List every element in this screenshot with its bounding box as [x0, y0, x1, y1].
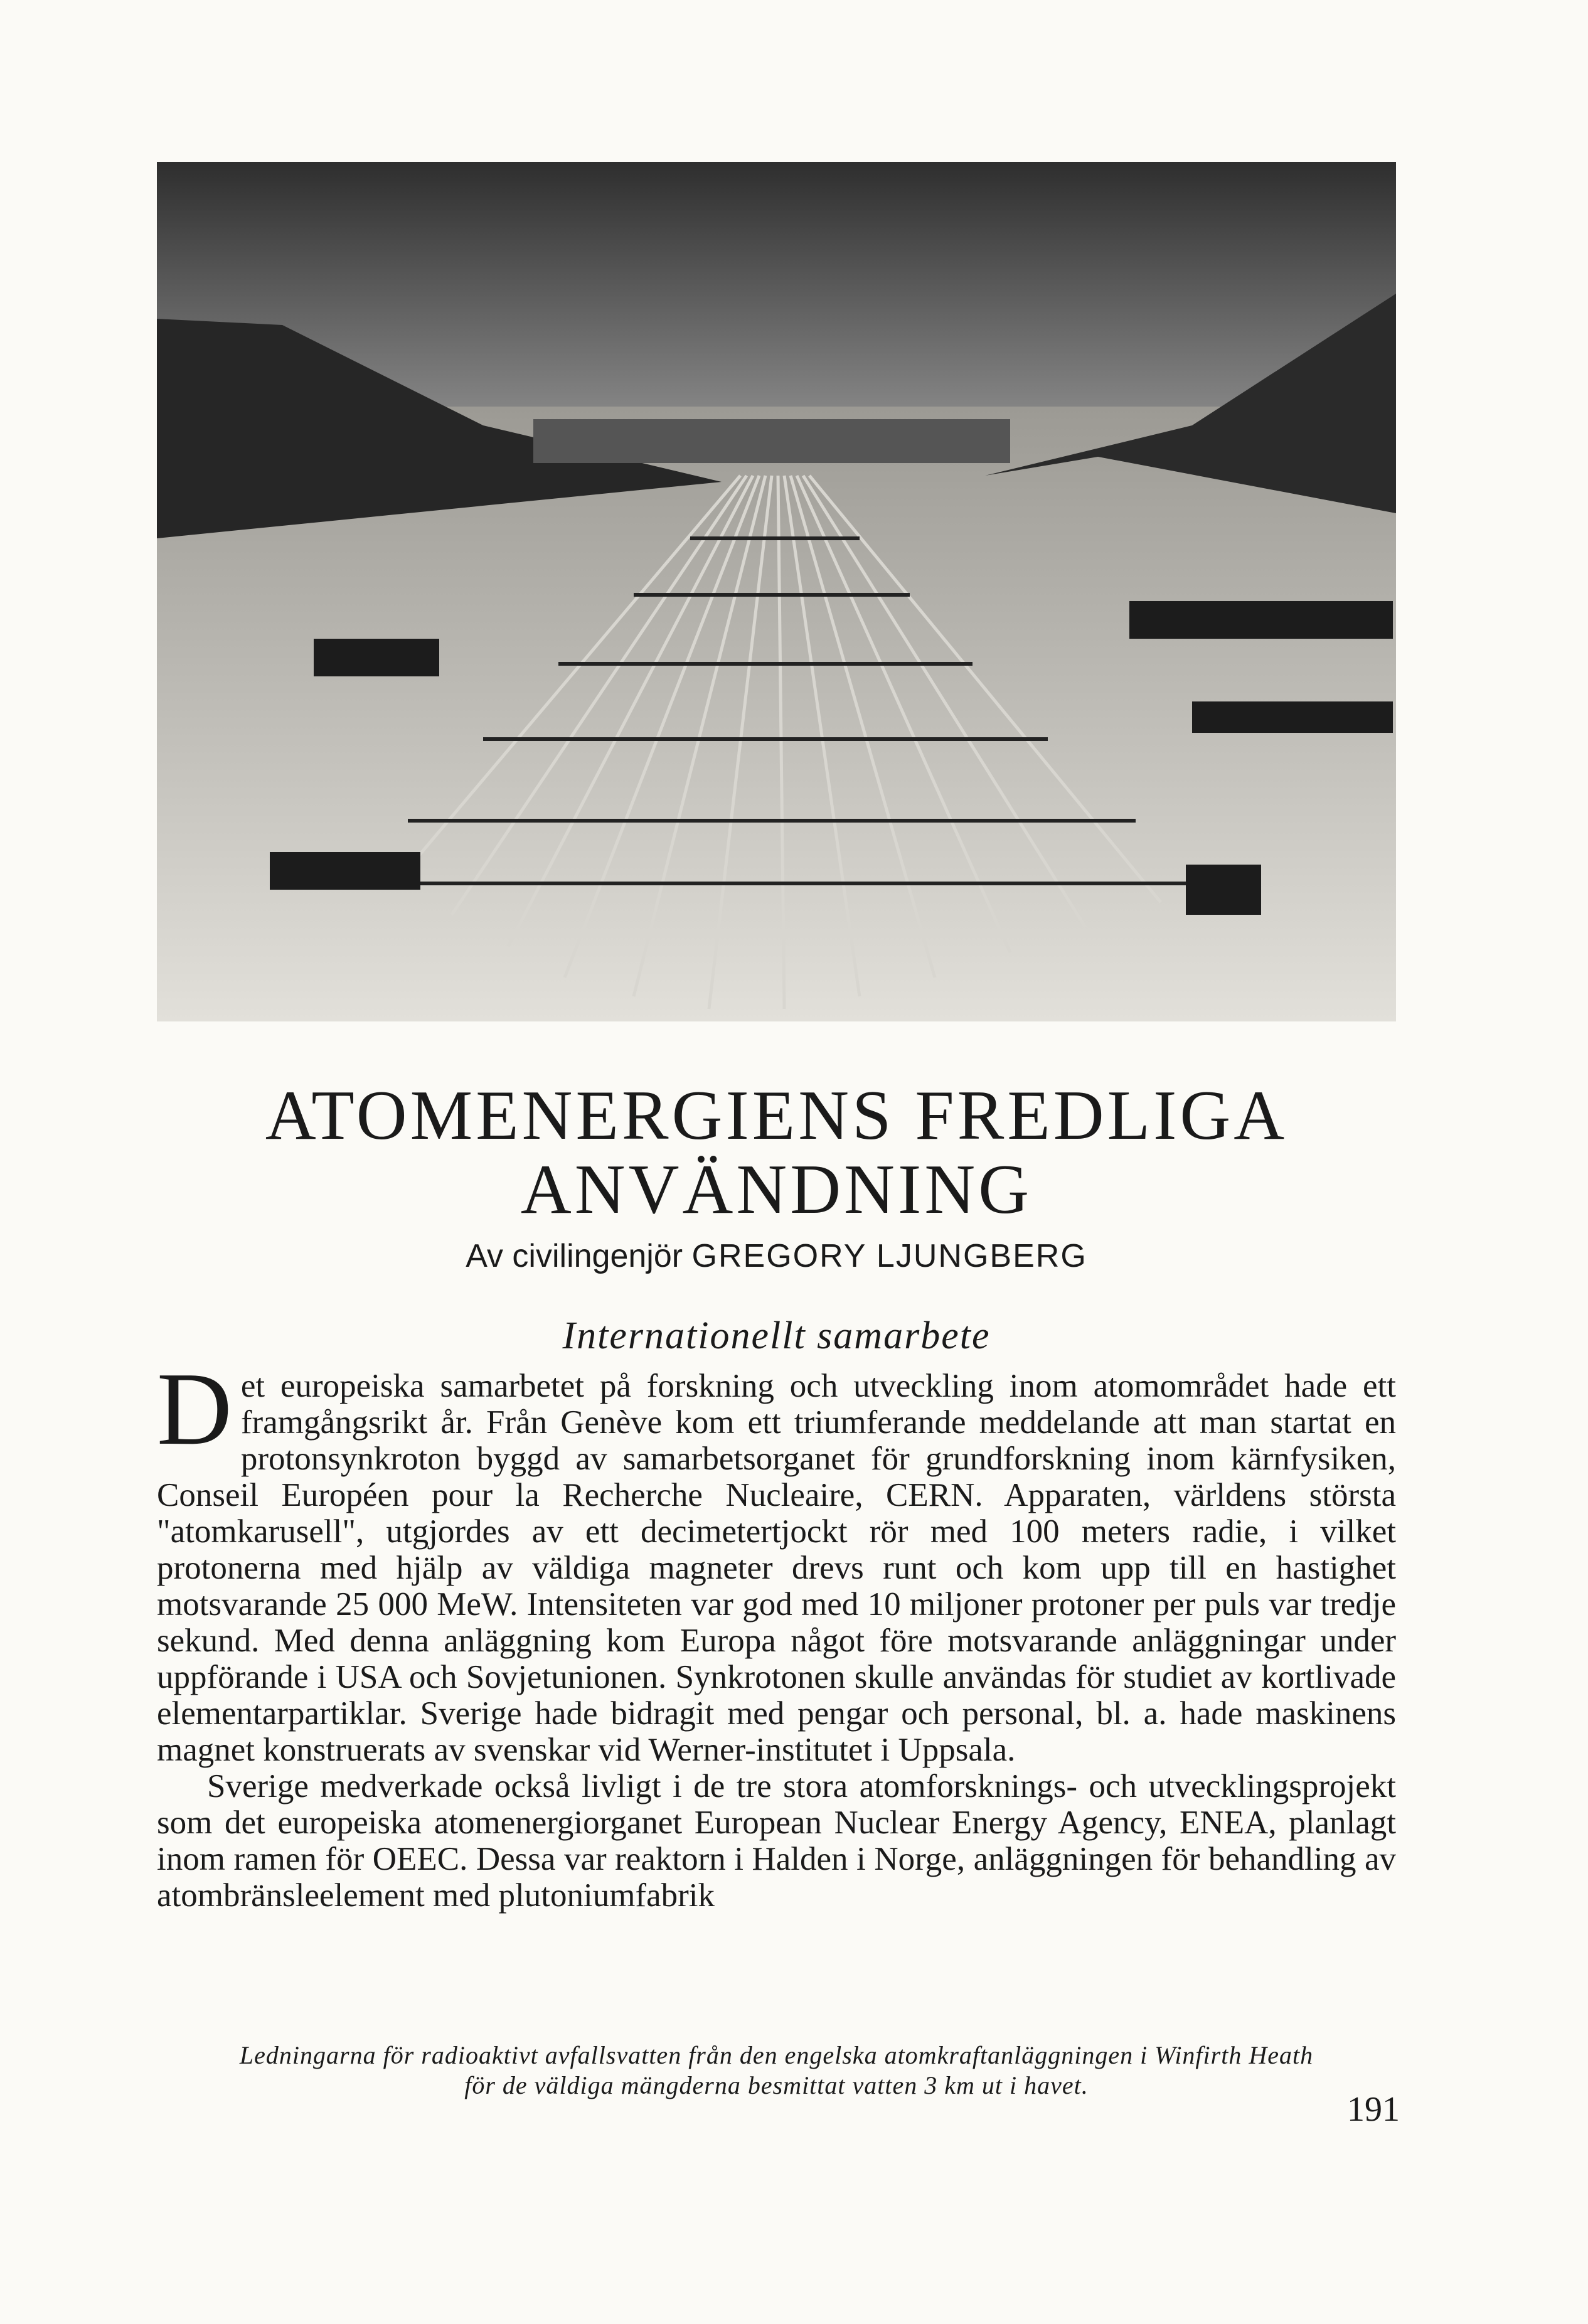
article-body [157, 1351, 1396, 1914]
paragraph-1 [157, 1351, 1396, 1768]
author-name: GREGORY LJUNGBERG [691, 1238, 1087, 1274]
caption-line2: för de väldiga mängderna besmittat vatten 3 km ut i havet. [464, 2071, 1089, 2099]
page-number: 191 [1347, 2090, 1400, 2129]
photo-caption [157, 2040, 1396, 2101]
article-title-line2: ANVÄNDNING [520, 1151, 1033, 1229]
paragraph-1-text: et europeiska samarbetet på forskning och utveckling inom atomområdet hade ett framgångsrikt år. Från Genève kom ett triumferande meddelande att man startat en protonsynkroton byggd av samarbetsorganet för grundforskning inom kärnfysiken, Conseil Européen pour la Recherche Nucleaire, CERN. Apparaten, världens största "atomkarusell", utgjordes av ett decimetertjockt rör med 100 meters radie, i vilket protonerna med hjälp av väldiga magneter drevs runt och kom upp till en hastighet motsvarande 25 000 MeW. Intensiteten var god med 10 miljoner protoner per puls var tredje sekund. Med denna anläggning kom Europa något före motsvarande anläggningar under uppförande i USA och Sovjetunionen. Synkrotonen skulle användas för studiet av kortlivade elementarpartiklar. Sverige hade bidragit med pengar och personal, bl. a. hade maskinens magnet konstruerats av svenskar vid Werner-institutet i Uppsala. [157, 1368, 1396, 1768]
article-title-line1: ATOMENERGIENS FREDLIGA [265, 1077, 1288, 1154]
section-heading: Internationellt samarbete [562, 1314, 991, 1357]
caption-line1: Ledningarna för radioaktivt avfallsvatten från den engelska atomkraftanläggningen i Winfirth Heath [239, 2041, 1314, 2069]
paragraph-2: Sverige medverkade också livligt i de tre stora atomforsknings- och utvecklingsprojekt som det europeiska atomenergiorganet European Nuclear Energy Agency, ENEA, planlagt inom ramen för OEEC. Dessa var reaktorn i Halden i Norge, anläggningen för behandling av atombränsleelement med plutoniumfabrik [157, 1768, 1396, 1914]
photo-pipeline-construction-icon [157, 162, 1396, 1021]
byline [157, 1237, 1396, 1275]
byline-prefix: Av civilingenjör [466, 1238, 683, 1274]
pipeline-photo [157, 162, 1396, 1021]
drop-cap: D [157, 1351, 232, 1466]
